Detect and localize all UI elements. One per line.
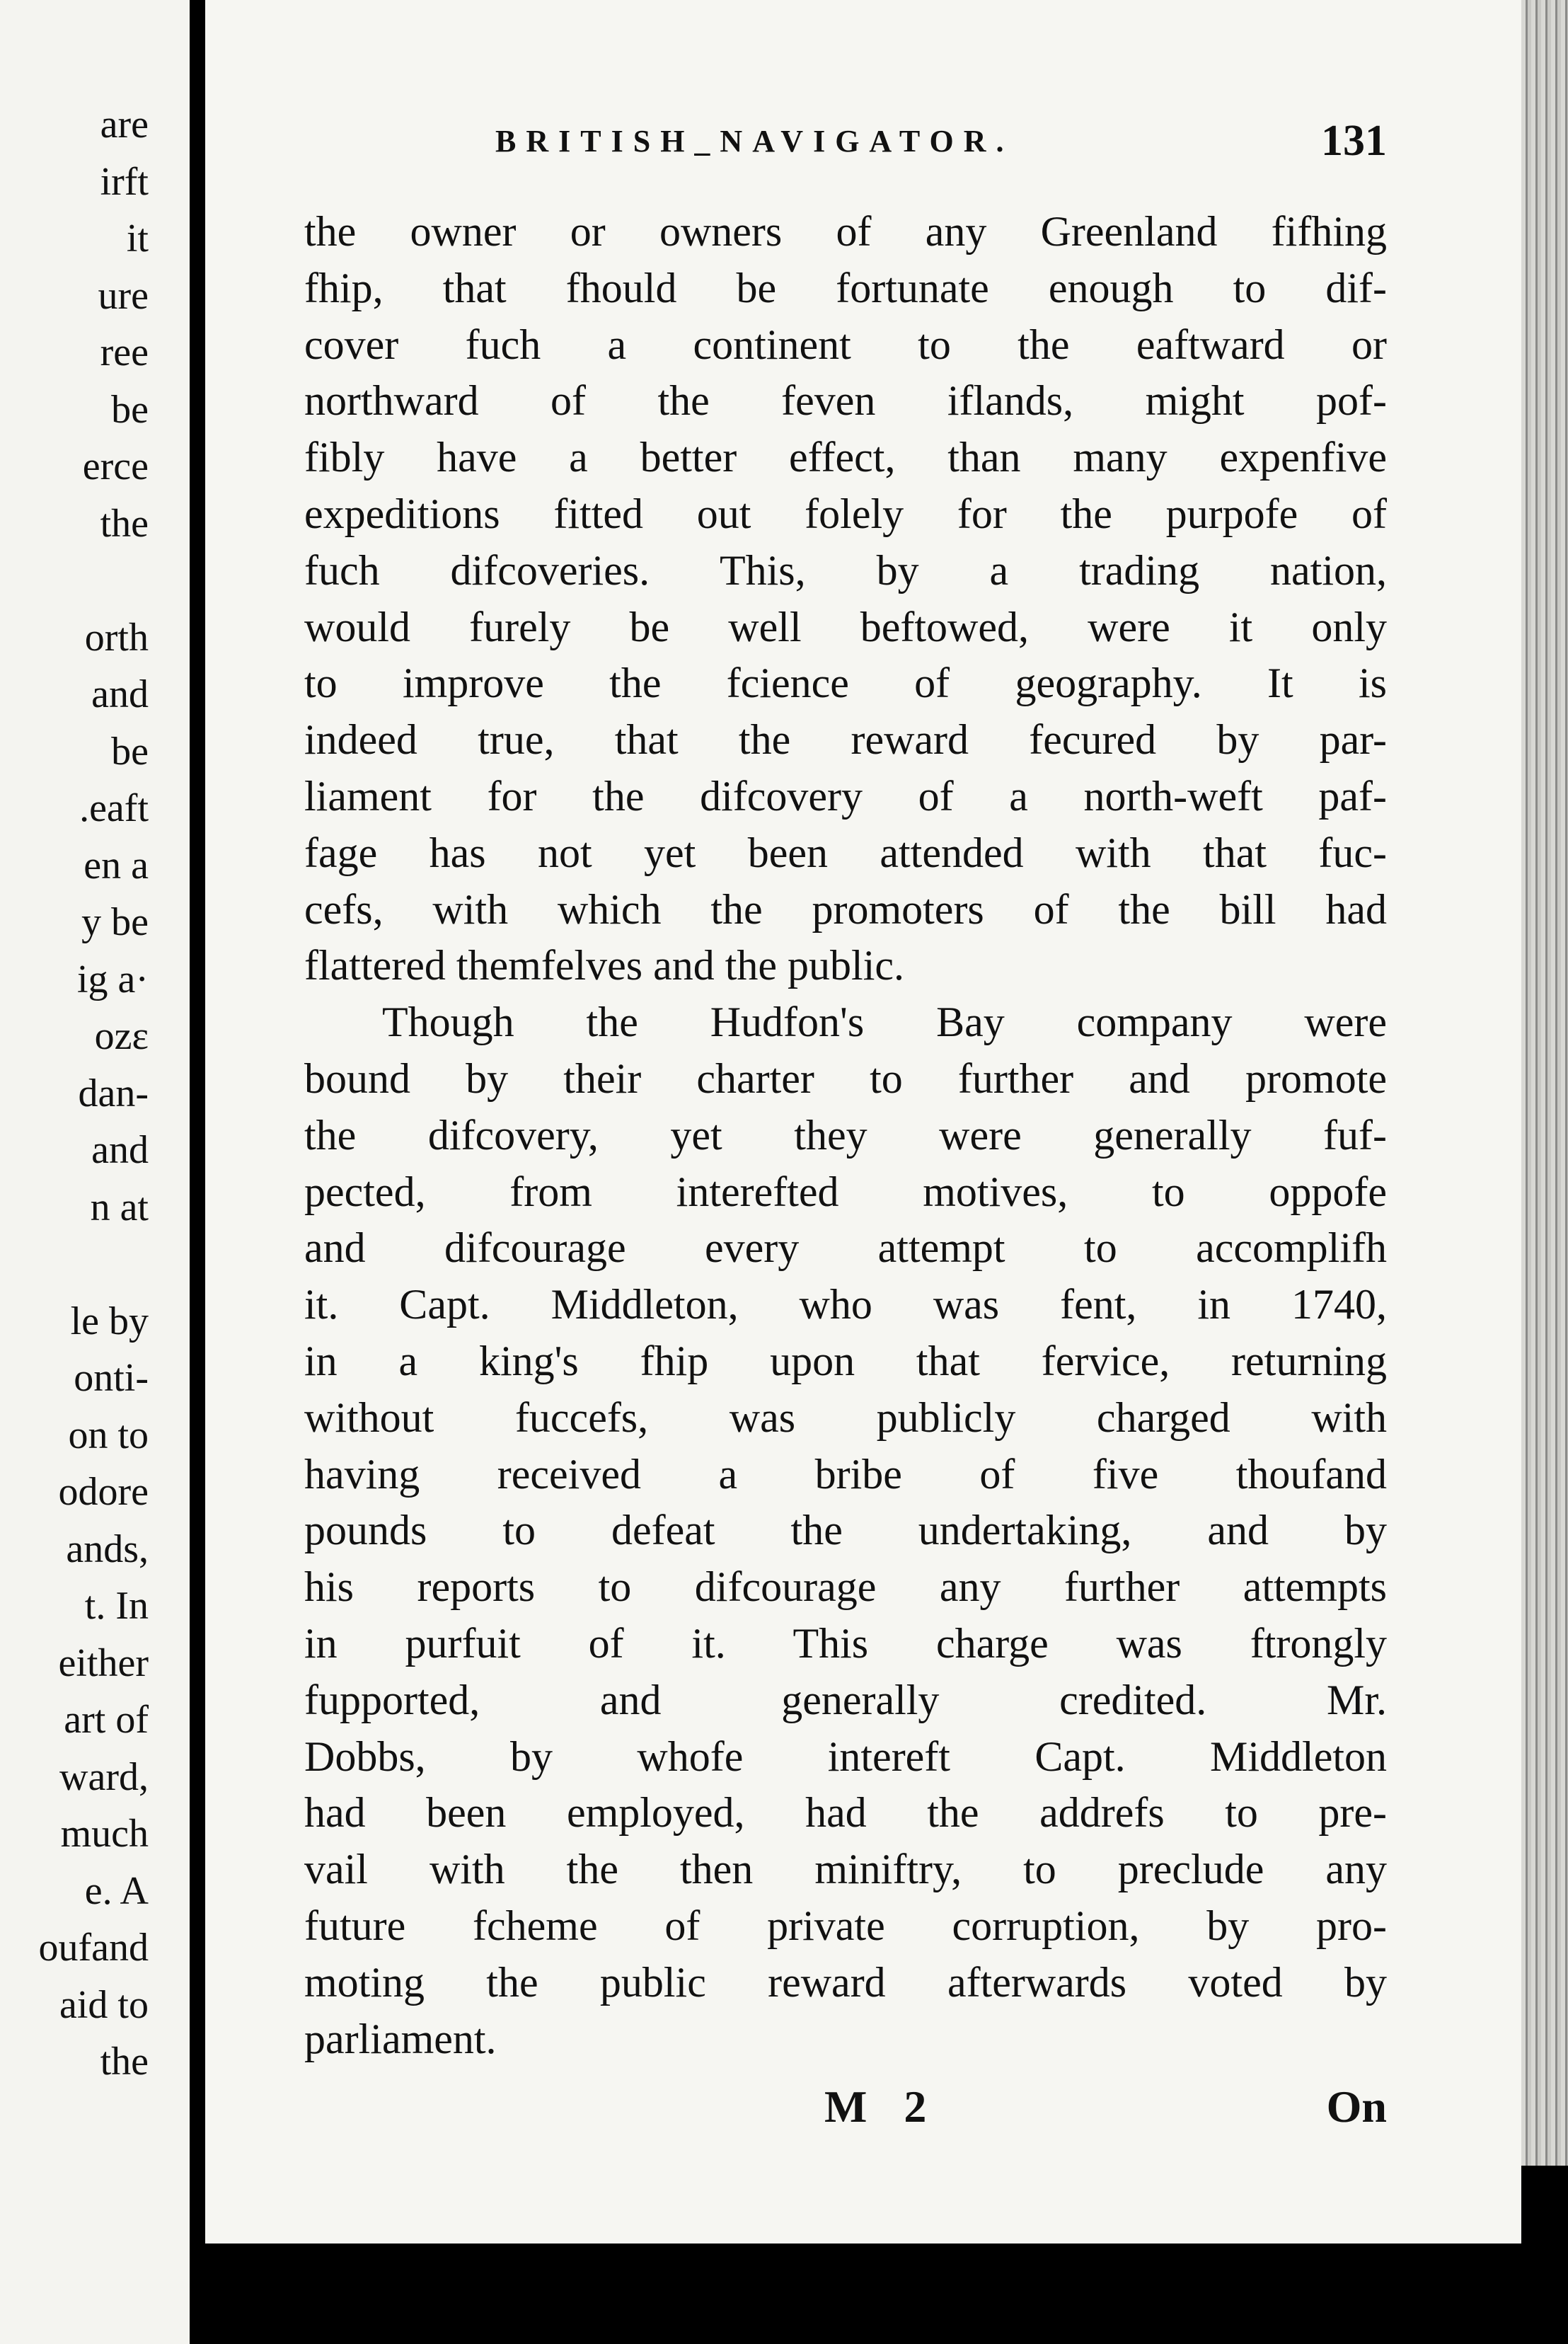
left-page-line: be	[111, 387, 149, 432]
text-line: fibly have a better effect, than many expenfive	[304, 434, 1387, 481]
left-page-line: e. A	[84, 1868, 149, 1913]
text-line: flattered themfelves and the public.	[304, 942, 904, 989]
left-page-line: y be	[81, 900, 149, 944]
left-page-line: irft	[100, 159, 149, 204]
left-page-line: odore	[58, 1470, 149, 1514]
text-line: fage has not yet been attended with that fuc-	[304, 829, 1387, 876]
text-line: expeditions fitted out folely for the purpofe of	[304, 490, 1387, 537]
text-line: moting the public reward afterwards voted by	[304, 1958, 1387, 2006]
left-page-line: oufand	[38, 1926, 149, 1970]
text-line: the owner or owners of any Greenland fifhing	[304, 208, 1387, 255]
left-page-line: be	[111, 729, 149, 774]
left-page-line: it	[126, 217, 149, 260]
left-page-line: and	[91, 672, 149, 716]
page-footer	[304, 2081, 1387, 2137]
text-line: fuch difcoveries. This, by a trading nation,	[304, 546, 1387, 594]
text-line: to improve the fcience of geography. It is	[304, 660, 1387, 707]
running-head: BRITISH_NAVIGATOR.	[495, 124, 1014, 159]
signature-mark: M 2	[824, 2081, 940, 2132]
left-page-line: on to	[68, 1413, 149, 1457]
book-gutter	[190, 0, 205, 2344]
text-line: the difcovery, yet they were generally fuf-	[304, 1111, 1387, 1159]
text-line: cefs, with which the promoters of the bill had	[304, 885, 1387, 933]
text-line: and difcourage every attempt to accomplifh	[304, 1224, 1387, 1272]
left-page-line: onti-	[74, 1356, 149, 1400]
left-page-line: erce	[82, 444, 149, 488]
text-line: in a king's fhip upon that fervice, returning	[304, 1337, 1387, 1384]
left-page-line: n at	[90, 1185, 149, 1229]
text-line: had been employed, had the addrefs to pre-	[304, 1789, 1387, 1837]
catchword: On	[1326, 2081, 1387, 2132]
left-page-line: the	[100, 501, 149, 546]
text-line: his reports to difcourage any further attempts	[304, 1563, 1387, 1611]
text-line: vail with the then miniftry, to preclude any	[304, 1846, 1387, 1893]
text-line: bound by their charter to further and promote	[304, 1055, 1387, 1102]
left-page-line: en a	[83, 843, 149, 887]
text-line: having received a bribe of five thoufand	[304, 1450, 1387, 1498]
page-header	[283, 117, 1387, 170]
body-text	[304, 204, 1387, 2067]
page-edges	[1521, 0, 1568, 2166]
text-line: parliament.	[304, 2015, 497, 2062]
left-page-line: ree	[100, 331, 149, 374]
text-line: fhip, that fhould be fortunate enough to dif-	[304, 264, 1387, 311]
page-number: 131	[1321, 117, 1387, 165]
left-page-line: ands,	[66, 1527, 149, 1571]
text-line: liament for the difcovery of a north-weft paf-	[304, 772, 1387, 820]
left-page-line: ure	[98, 273, 149, 318]
left-page-line: aid to	[59, 1982, 149, 2027]
text-line: it. Capt. Middleton, who was fent, in 1740,	[304, 1281, 1387, 1328]
left-page-line: .eaft	[79, 786, 149, 830]
text-line: pounds to defeat the undertaking, and by	[304, 1507, 1387, 1554]
left-page-line: dan-	[78, 1071, 149, 1115]
left-page-line: much	[60, 1812, 149, 1856]
left-page-line: ozɛ	[94, 1014, 149, 1058]
left-page-line: ward,	[59, 1754, 149, 1799]
left-page-line: either	[58, 1641, 149, 1685]
text-line: without fuccefs, was publicly charged with	[304, 1394, 1387, 1441]
text-line: fupported, and generally credited. Mr.	[304, 1676, 1387, 1723]
text-line: in purfuit of it. This charge was ftrongly	[304, 1619, 1387, 1667]
left-facing-page	[0, 0, 190, 2344]
left-page-line: art of	[64, 1698, 149, 1742]
left-page-line: and	[91, 1128, 149, 1172]
text-line: indeed true, that the reward fecured by par-	[304, 716, 1387, 764]
left-page-line: le by	[70, 1299, 149, 1343]
text-line: Though the Hudfon's Bay company were	[382, 999, 1387, 1046]
text-line: future fcheme of private corruption, by pro-	[304, 1902, 1387, 1949]
text-line: pected, from interefted motives, to oppofe	[304, 1168, 1387, 1215]
text-line: Dobbs, by whofe intereft Capt. Middleton	[304, 1733, 1387, 1780]
text-line: cover fuch a continent to the eaftward or	[304, 321, 1387, 368]
text-line: would furely be well beftowed, were it only	[304, 603, 1387, 650]
left-page-line: t. In	[84, 1584, 149, 1628]
text-line: northward of the feven iflands, might pof-	[304, 377, 1387, 425]
left-page-line: the	[100, 2040, 149, 2084]
left-page-line: orth	[84, 615, 149, 660]
left-page-line: are	[100, 103, 149, 146]
left-page-line: ig a·	[76, 957, 149, 1001]
